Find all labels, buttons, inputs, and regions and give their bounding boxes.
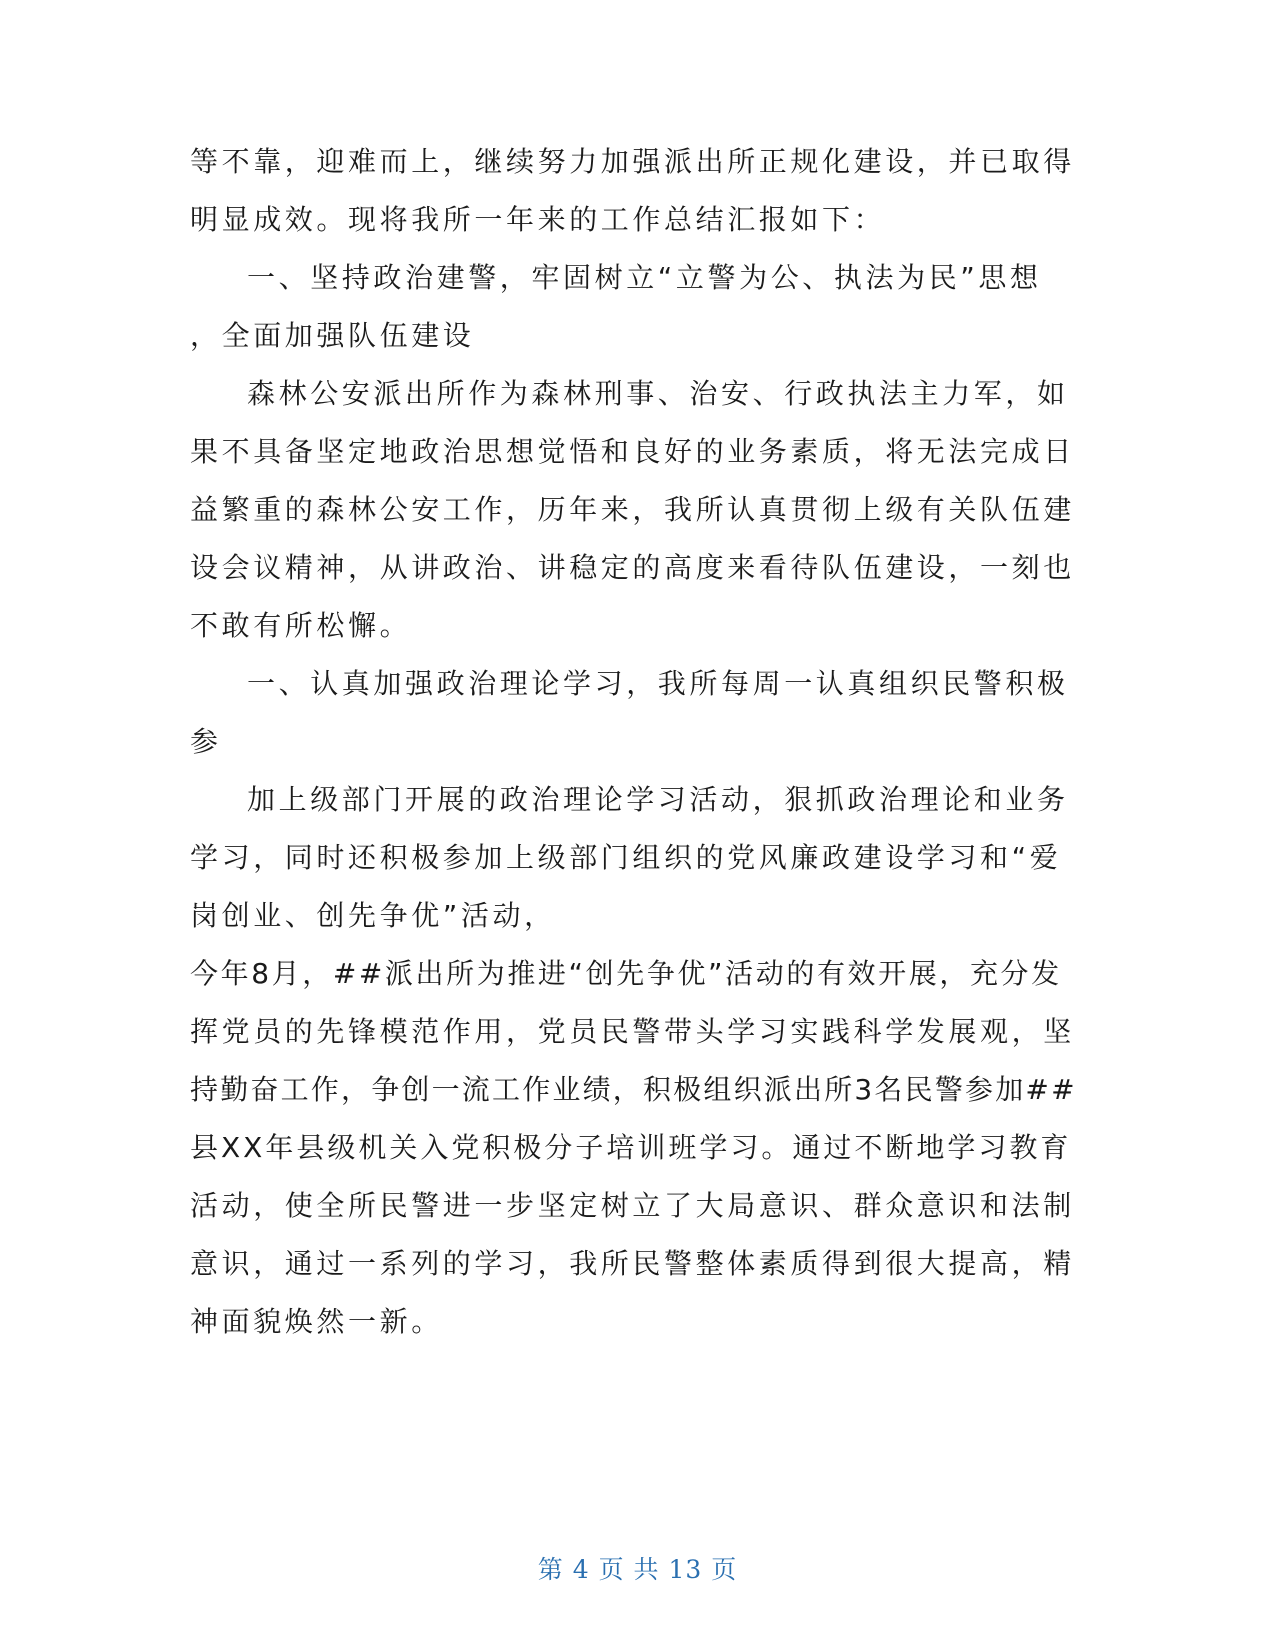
text-line: 挥党员的先锋模范作用，党员民警带头学习实践科学发展观，坚 — [190, 1015, 1075, 1048]
text-line: 益繁重的森林公安工作，历年来，我所认真贯彻上级有关队伍建 — [190, 493, 1075, 526]
text-line: 持勤奋工作，争创一流工作业绩，积极组织派出所3名民警参加## — [190, 1073, 1077, 1106]
page-number-footer: 第 4 页 共 13 页 — [537, 1555, 738, 1584]
text-line: 意识，通过一系列的学习，我所民警整体素质得到很大提高，精 — [190, 1247, 1075, 1280]
text-line: 明显成效。现将我所一年来的工作总结汇报如下： — [190, 203, 886, 236]
text-line: 森林公安派出所作为森林刑事、治安、行政执法主力军，如 — [247, 377, 1069, 410]
text-line: 等不靠，迎难而上，继续努力加强派出所正规化建设，并已取得 — [190, 145, 1075, 178]
section-heading: 一、认真加强政治理论学习，我所每周一认真组织民警积极 — [247, 667, 1069, 700]
text-line: 县XX年县级机关入党积极分子培训班学习。通过不断地学习教育 — [190, 1131, 1072, 1164]
text-line: 参 — [190, 725, 222, 758]
text-line: 神面貌焕然一新。 — [190, 1305, 443, 1338]
text-line: 不敢有所松懈。 — [190, 609, 412, 642]
text-line: 今年8月，##派出所为推进“创先争优”活动的有效开展，充分发 — [190, 957, 1062, 990]
text-line: 设会议精神，从讲政治、讲稳定的高度来看待队伍建设，一刻也 — [190, 551, 1075, 584]
text-line: 活动，使全所民警进一步坚定树立了大局意识、群众意识和法制 — [190, 1189, 1075, 1222]
section-heading: 一、坚持政治建警，牢固树立“立警为公、执法为民”思想 — [247, 261, 1042, 294]
text-line: 加上级部门开展的政治理论学习活动，狠抓政治理论和业务 — [247, 783, 1069, 816]
text-line: 果不具备坚定地政治思想觉悟和良好的业务素质，将无法完成日 — [190, 435, 1075, 468]
text-line: 学习，同时还积极参加上级部门组织的党风廉政建设学习和“爱 — [190, 841, 1062, 874]
section-heading: ，全面加强队伍建设 — [190, 319, 475, 352]
text-line: 岗创业、创先争优”活动， — [190, 899, 556, 932]
